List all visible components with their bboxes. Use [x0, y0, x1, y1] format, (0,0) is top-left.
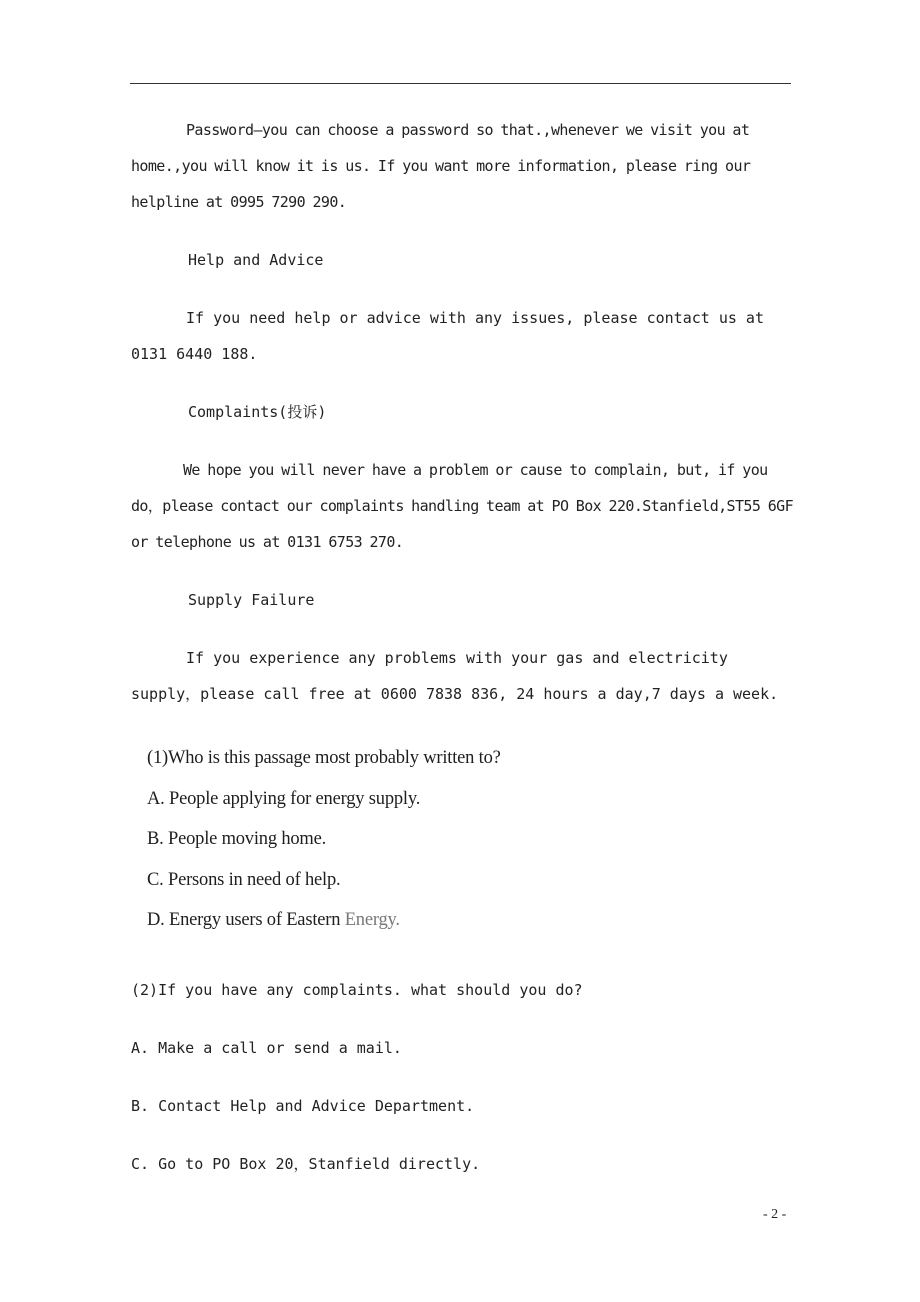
question-2-stem: (2)If you have any complaints. what should you do? [131, 981, 583, 999]
question-1-option-d-faded-text: Energy. [344, 910, 400, 930]
question-2-option-b: B. Contact Help and Advice Department. [131, 1097, 475, 1115]
question-1 [147, 738, 787, 941]
passage [131, 112, 801, 734]
question-1-option-a: A. People applying for energy supply. [147, 788, 421, 809]
question-1-option-b: B. People moving home. [147, 829, 327, 849]
page-number: - 2 - [763, 1207, 787, 1222]
question-2 [131, 972, 801, 1204]
help-heading: Help and Advice [188, 251, 324, 269]
supply-paragraph: If you experience any problems with your gas and electricity supply，please call free at 0600 7838 836, 24 hours a day,7 days a week. [131, 649, 779, 703]
question-2-option-c: C. Go to PO Box 20，Stanfield directly. [131, 1155, 481, 1173]
help-paragraph: If you need help or advice with any issues, please contact us at 0131 6440 188. [131, 309, 764, 363]
supply-heading: Supply Failure [188, 591, 315, 609]
question-1-option-c: C. Persons in need of help. [147, 869, 341, 890]
question-2-option-a: A. Make a call or send a mail. [131, 1039, 402, 1057]
complaints-heading: Complaints(投诉) [188, 403, 327, 421]
question-1-option-d [147, 900, 787, 941]
complaints-paragraph: We hope you will never have a problem or cause to complain, but, if you do，please contact our complaints handling team at PO Box 220.Stanfield,ST55 6GF or telephone us at 0131 6753 270. [131, 461, 794, 551]
password-paragraph: Password—you can choose a password so that.,whenever we visit you at home.,you will know it is us. If you want more information, please ring our helpline at 0995 7290 290. [131, 121, 751, 211]
header-rule [130, 83, 791, 84]
question-1-stem: (1)Who is this passage most probably written to? [147, 748, 501, 768]
question-1-option-d-text: D. Energy users of Eastern [147, 910, 345, 930]
